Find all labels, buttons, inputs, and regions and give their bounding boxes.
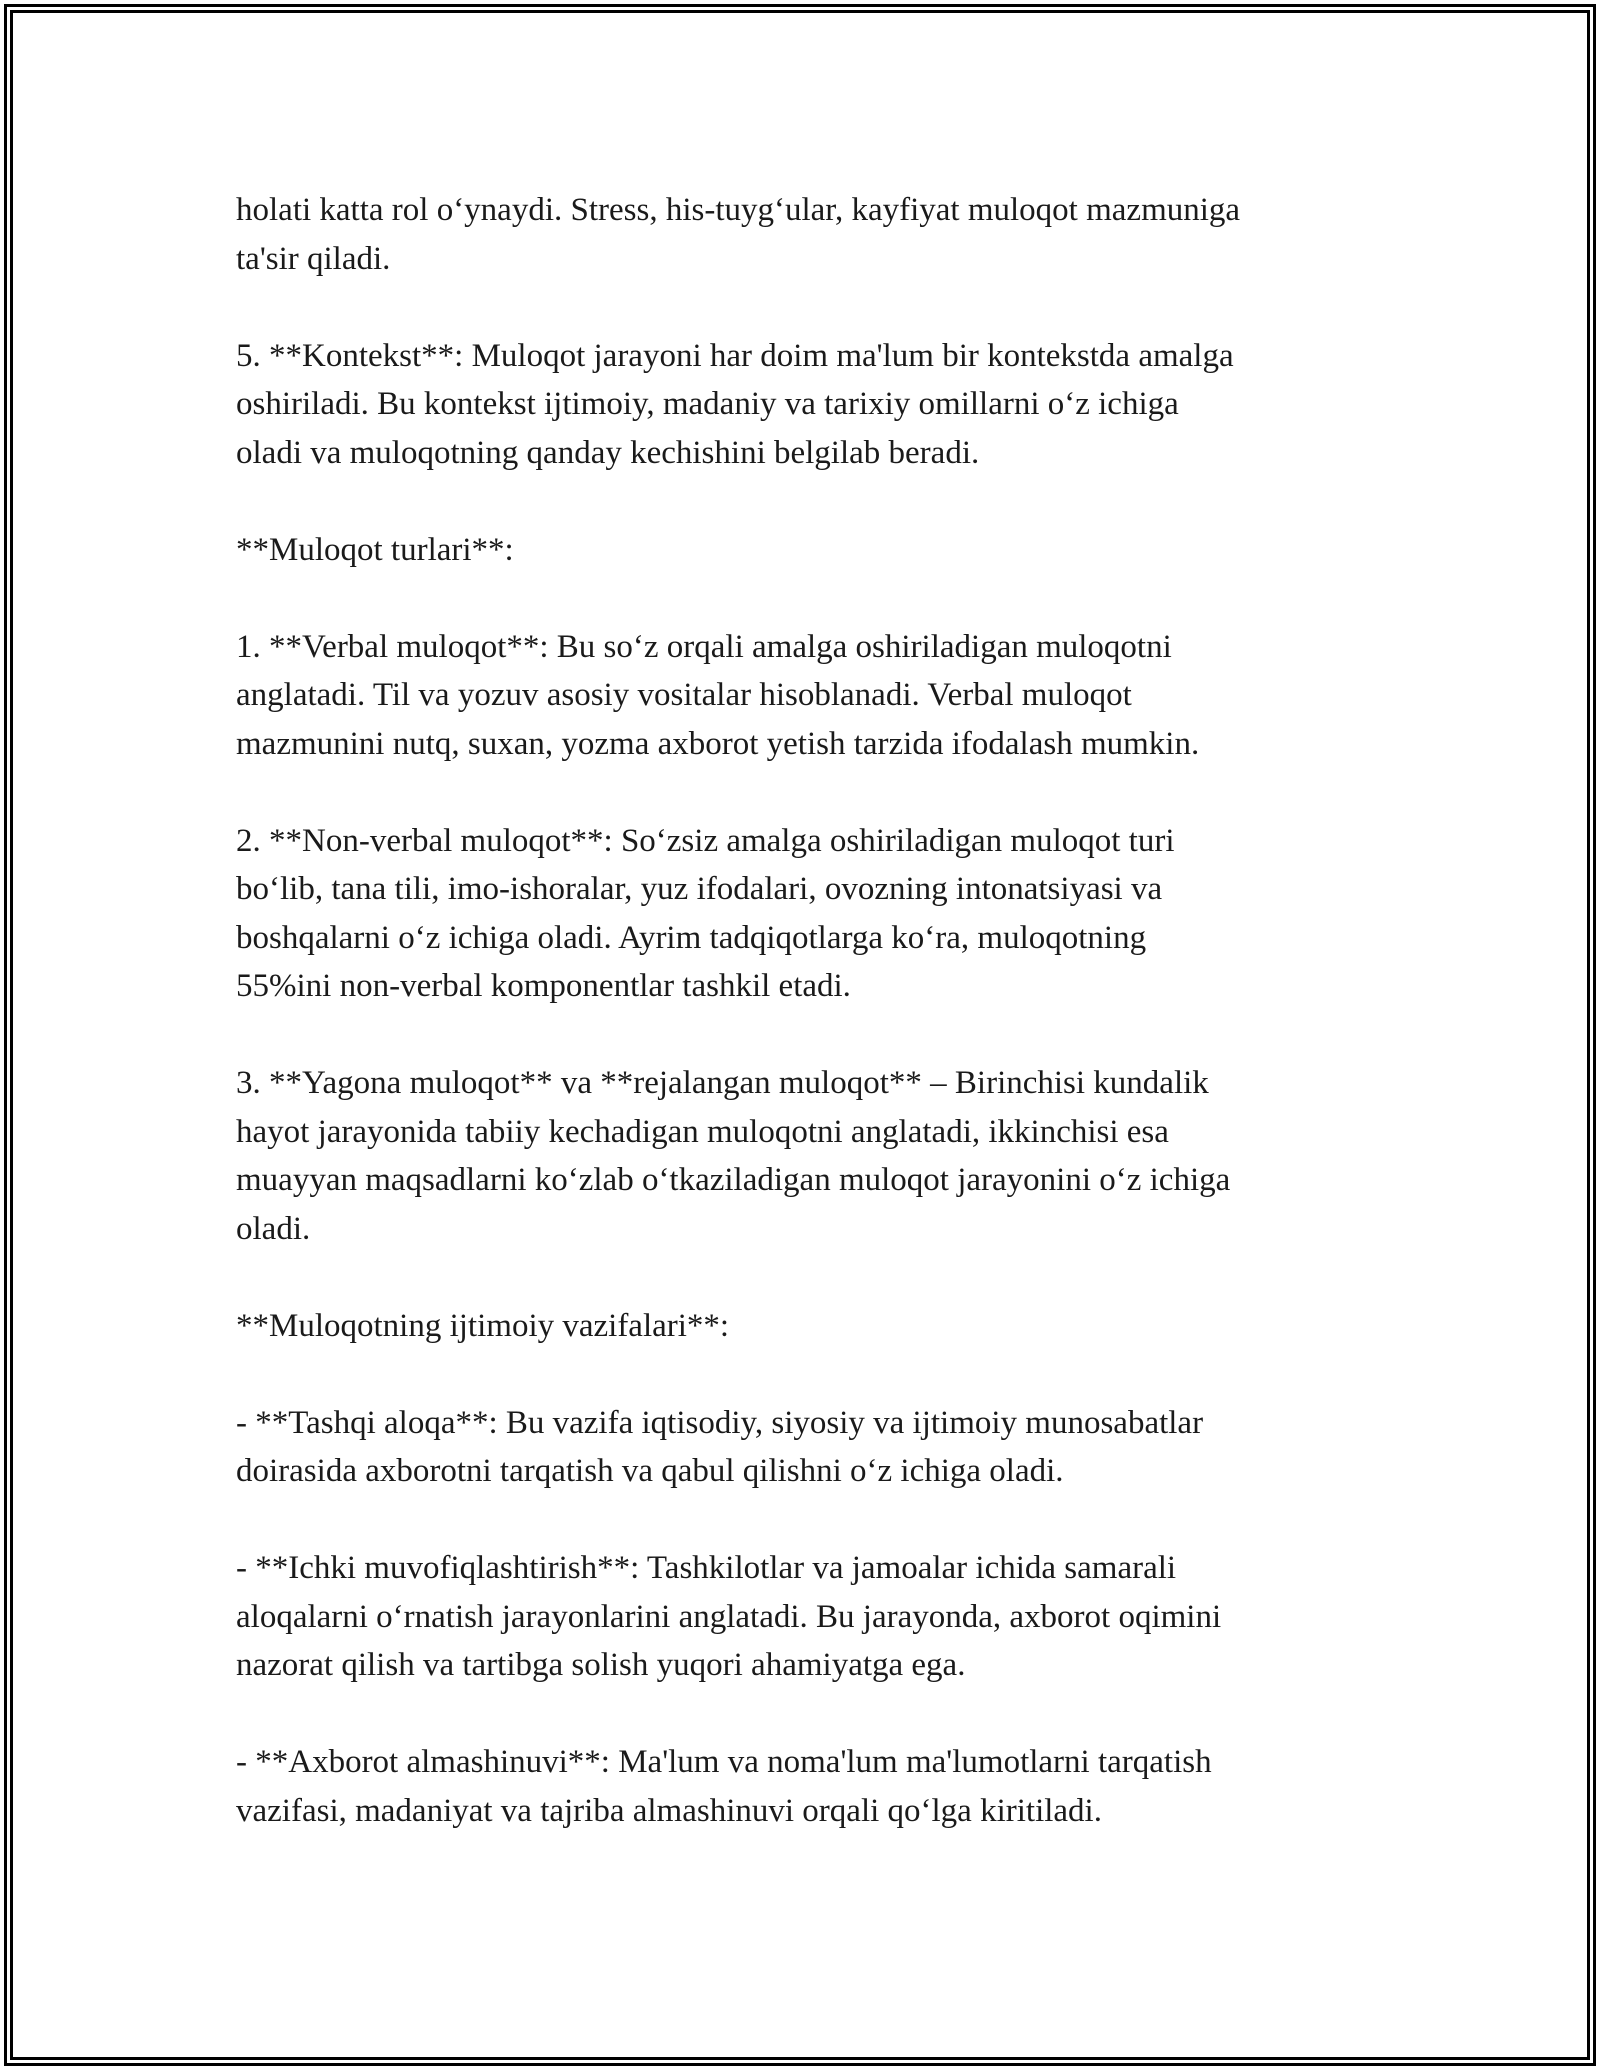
list-item-verbal: 1. **Verbal muloqot**: Bu so‘z orqali amalga oshiriladigan muloqotni anglatadi. Til va yozuv asosiy vositalar hisoblanadi. Verbal muloqot mazmunini nutq, suxan, yozma axborot yetish tarzida ifodalash mumkin. — [236, 628, 1200, 762]
document-body — [236, 186, 1360, 1835]
bullet-internal-coordination: - **Ichki muvofiqlashtirish**: Tashkilotlar va jamoalar ichida samarali aloqalarni o‘rnatish jarayonlarini anglatadi. Bu jarayonda, axborot oqimini nazorat qilish va tartibga solish yuqori ahamiyatga ega. — [236, 1550, 1222, 1683]
list-item-single-planned: 3. **Yagona muloqot** va **rejalangan muloqot** – Birinchisi kundalik hayot jarayonida tabiiy kechadigan muloqotni anglatadi, ikkinchisi esa muayyan maqsadlarni ko‘zlab o‘tkaziladigan muloqot jarayonini o‘z ichiga oladi. — [236, 1065, 1231, 1247]
bullet-information-exchange: - **Axborot almashinuvi**: Ma'lum va noma'lum ma'lumotlarni tarqatish vazifasi, madaniyat va tajriba almashinuvi orqali qo‘lga kiritiladi. — [236, 1744, 1212, 1829]
heading-communication-types: **Muloqot turlari**: — [236, 531, 514, 568]
list-item-non-verbal: 2. **Non-verbal muloqot**: So‘zsiz amalga oshiriladigan muloqot turi bo‘lib, tana tili, imo-ishoralar, yuz ifodalari, ovozning intonatsiyasi va boshqalarni o‘z ichiga oladi. Ayrim tadqiqotlarga ko‘ra, muloqotning 55%ini non-verbal komponentlar tashkil etadi. — [236, 822, 1175, 1004]
bullet-external-communication: - **Tashqi aloqa**: Bu vazifa iqtisodiy, siyosiy va ijtimoiy munosabatlar doirasida axborotni tarqatish va qabul qilishni o‘z ichiga oladi. — [236, 1404, 1204, 1489]
paragraph-emotional-state: holati katta rol o‘ynaydi. Stress, his-tuyg‘ular, kayfiyat muloqot mazmuniga ta'sir qiladi. — [236, 192, 1241, 277]
paragraph-context: 5. **Kontekst**: Muloqot jarayoni har doim ma'lum bir kontekstda amalga oshiriladi. Bu kontekst ijtimoiy, madaniy va tarixiy omillarni o‘z ichiga oladi va muloqotning qanday kechishini belgilab beradi. — [236, 337, 1234, 471]
heading-social-functions: **Muloqotning ijtimoiy vazifalari**: — [236, 1307, 730, 1344]
